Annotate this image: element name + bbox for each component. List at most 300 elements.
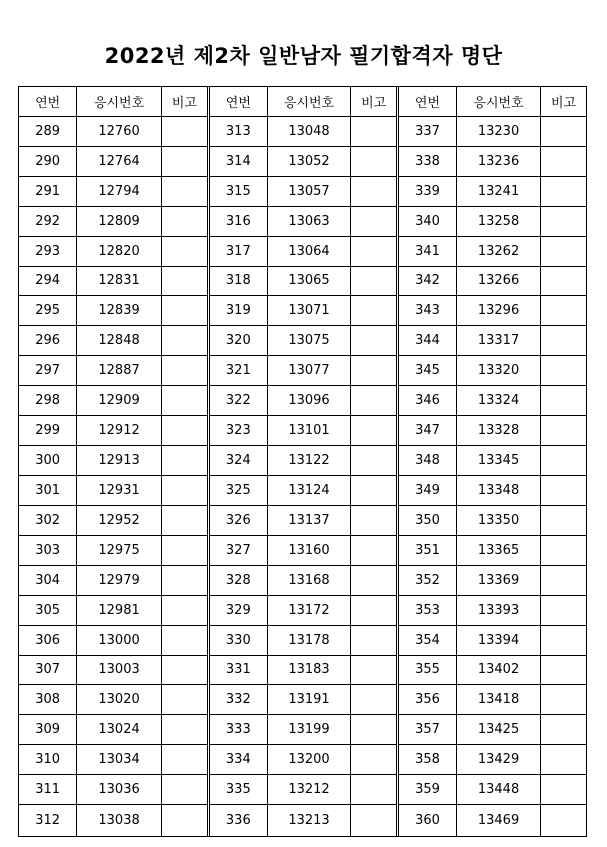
note-cell (162, 446, 207, 475)
table-row (399, 446, 586, 476)
exam-number-cell: 13258 (457, 207, 541, 236)
seq-cell: 307 (19, 656, 77, 685)
table-row (210, 356, 396, 386)
seq-cell: 320 (210, 326, 268, 355)
seq-cell: 327 (210, 536, 268, 565)
exam-number-cell: 13096 (268, 386, 352, 415)
table-row (210, 147, 396, 177)
seq-cell: 323 (210, 416, 268, 445)
note-cell (162, 536, 207, 565)
exam-number-cell: 13213 (268, 805, 352, 836)
seq-cell: 293 (19, 237, 77, 266)
seq-cell: 325 (210, 476, 268, 505)
table-column-group (19, 87, 207, 836)
table-row (19, 745, 207, 775)
seq-cell: 316 (210, 207, 268, 236)
exam-number-cell: 13057 (268, 177, 352, 206)
note-cell (162, 237, 207, 266)
exam-number-cell: 13402 (457, 656, 541, 685)
table-row (210, 536, 396, 566)
seq-cell: 292 (19, 207, 77, 236)
table-row (19, 685, 207, 715)
table-row (399, 566, 586, 596)
note-cell (541, 237, 586, 266)
note-cell (351, 596, 396, 625)
note-cell (351, 177, 396, 206)
header-exam-number: 응시번호 (77, 87, 162, 116)
exam-number-cell: 13200 (268, 745, 352, 774)
exam-number-cell: 13317 (457, 326, 541, 355)
note-cell (351, 356, 396, 385)
table-row (399, 267, 586, 297)
exam-number-cell: 12848 (77, 326, 162, 355)
table-row (399, 177, 586, 207)
seq-cell: 305 (19, 596, 77, 625)
exam-number-cell: 13064 (268, 237, 352, 266)
table-row (19, 117, 207, 147)
exam-number-cell: 13048 (268, 117, 352, 146)
table-row (399, 626, 586, 656)
note-cell (541, 536, 586, 565)
exam-number-cell: 13425 (457, 715, 541, 744)
note-cell (541, 566, 586, 595)
table-column-group (396, 87, 586, 836)
seq-cell: 314 (210, 147, 268, 176)
seq-cell: 306 (19, 626, 77, 655)
table-row (210, 326, 396, 356)
note-cell (162, 147, 207, 176)
exam-number-cell: 13348 (457, 476, 541, 505)
exam-number-cell: 12909 (77, 386, 162, 415)
table-row (399, 356, 586, 386)
seq-cell: 359 (399, 775, 457, 804)
exam-number-cell: 13101 (268, 416, 352, 445)
exam-number-cell: 13393 (457, 596, 541, 625)
table-row (210, 117, 396, 147)
seq-cell: 341 (399, 237, 457, 266)
exam-number-cell: 13168 (268, 566, 352, 595)
table-header-row (19, 87, 207, 117)
exam-number-cell: 12913 (77, 446, 162, 475)
note-cell (162, 356, 207, 385)
seq-cell: 338 (399, 147, 457, 176)
table-header-row (399, 87, 586, 117)
seq-cell: 311 (19, 775, 77, 804)
exam-number-cell: 12952 (77, 506, 162, 535)
seq-cell: 326 (210, 506, 268, 535)
table-row (19, 476, 207, 506)
seq-cell: 356 (399, 685, 457, 714)
table-row (19, 805, 207, 836)
table-row (19, 296, 207, 326)
exam-number-cell: 13036 (77, 775, 162, 804)
exam-number-cell: 13034 (77, 745, 162, 774)
note-cell (541, 386, 586, 415)
seq-cell: 342 (399, 267, 457, 296)
exam-number-cell: 13429 (457, 745, 541, 774)
note-cell (351, 117, 396, 146)
note-cell (351, 386, 396, 415)
table-header-row (210, 87, 396, 117)
exam-number-cell: 13448 (457, 775, 541, 804)
note-cell (541, 147, 586, 176)
seq-cell: 353 (399, 596, 457, 625)
table-row (19, 566, 207, 596)
seq-cell: 295 (19, 296, 77, 325)
seq-cell: 345 (399, 356, 457, 385)
table-row (399, 506, 586, 536)
exam-number-cell: 13065 (268, 267, 352, 296)
exam-number-cell: 13075 (268, 326, 352, 355)
seq-cell: 351 (399, 536, 457, 565)
seq-cell: 290 (19, 147, 77, 176)
exam-number-cell: 13160 (268, 536, 352, 565)
table-row (210, 626, 396, 656)
seq-cell: 348 (399, 446, 457, 475)
exam-number-cell: 13052 (268, 147, 352, 176)
table-row (210, 446, 396, 476)
seq-cell: 308 (19, 685, 77, 714)
seq-cell: 303 (19, 536, 77, 565)
note-cell (162, 656, 207, 685)
table-row (210, 715, 396, 745)
exam-number-cell: 13262 (457, 237, 541, 266)
header-note: 비고 (361, 95, 387, 111)
note-cell (541, 656, 586, 685)
seq-cell: 313 (210, 117, 268, 146)
seq-cell: 289 (19, 117, 77, 146)
note-cell (351, 626, 396, 655)
seq-cell: 321 (210, 356, 268, 385)
seq-cell: 335 (210, 775, 268, 804)
page-title: 2022년 제2차 일반남자 필기합격자 명단 (104, 44, 503, 68)
note-cell (162, 296, 207, 325)
table-column-group (207, 87, 396, 836)
note-cell (162, 117, 207, 146)
note-cell (541, 476, 586, 505)
exam-number-cell: 13212 (268, 775, 352, 804)
table-row (210, 656, 396, 686)
table-row (210, 177, 396, 207)
header-note: 비고 (550, 95, 577, 111)
seq-cell: 304 (19, 566, 77, 595)
exam-number-cell: 13003 (77, 656, 162, 685)
table-row (19, 446, 207, 476)
note-cell (162, 685, 207, 714)
exam-number-cell: 13191 (268, 685, 352, 714)
header-exam-number: 응시번호 (268, 87, 352, 116)
exam-number-cell: 13328 (457, 416, 541, 445)
seq-cell: 324 (210, 446, 268, 475)
seq-cell: 310 (19, 745, 77, 774)
table-row (210, 386, 396, 416)
note-cell (351, 536, 396, 565)
seq-cell: 349 (399, 476, 457, 505)
table-row (19, 775, 207, 805)
table-row (399, 745, 586, 775)
note-cell (541, 775, 586, 804)
note-cell (541, 117, 586, 146)
table-row (399, 386, 586, 416)
exam-number-cell: 12839 (77, 296, 162, 325)
exam-number-cell: 13024 (77, 715, 162, 744)
table-row (399, 476, 586, 506)
exam-number-cell: 13000 (77, 626, 162, 655)
exam-number-cell: 13266 (457, 267, 541, 296)
seq-cell: 360 (399, 805, 457, 836)
exam-number-cell: 13172 (268, 596, 352, 625)
table-row (210, 775, 396, 805)
exam-number-cell: 12794 (77, 177, 162, 206)
seq-cell: 296 (19, 326, 77, 355)
exam-number-cell: 13038 (77, 805, 162, 836)
table-row (19, 715, 207, 745)
seq-cell: 291 (19, 177, 77, 206)
note-cell (541, 177, 586, 206)
seq-cell: 302 (19, 506, 77, 535)
seq-cell: 315 (210, 177, 268, 206)
note-cell (351, 267, 396, 296)
header-seq: 연번 (19, 87, 77, 116)
note-cell (541, 267, 586, 296)
note-cell (541, 326, 586, 355)
exam-number-cell: 13071 (268, 296, 352, 325)
table-row (399, 775, 586, 805)
exam-number-cell: 13077 (268, 356, 352, 385)
table-row (19, 147, 207, 177)
note-cell (351, 237, 396, 266)
note-cell (351, 566, 396, 595)
note-cell (162, 715, 207, 744)
exam-number-cell: 13020 (77, 685, 162, 714)
exam-number-cell: 13365 (457, 536, 541, 565)
exam-number-cell: 12975 (77, 536, 162, 565)
table-row (19, 386, 207, 416)
seq-cell: 337 (399, 117, 457, 146)
exam-number-cell: 13241 (457, 177, 541, 206)
seq-cell: 336 (210, 805, 268, 836)
table-row (399, 147, 586, 177)
exam-number-cell: 13345 (457, 446, 541, 475)
seq-cell: 334 (210, 745, 268, 774)
table-row (399, 117, 586, 147)
table-row (210, 296, 396, 326)
seq-cell: 340 (399, 207, 457, 236)
note-cell (162, 596, 207, 625)
note-cell (351, 805, 396, 836)
table-row (19, 626, 207, 656)
note-cell (351, 775, 396, 804)
seq-cell: 350 (399, 506, 457, 535)
table-row (210, 745, 396, 775)
table-row (399, 416, 586, 446)
table-row (399, 685, 586, 715)
seq-cell: 330 (210, 626, 268, 655)
exam-number-cell: 13063 (268, 207, 352, 236)
note-cell (351, 326, 396, 355)
seq-cell: 354 (399, 626, 457, 655)
note-cell (351, 506, 396, 535)
exam-number-cell: 13296 (457, 296, 541, 325)
header-note: 비고 (171, 95, 197, 111)
table-row (399, 715, 586, 745)
table-row (399, 296, 586, 326)
seq-cell: 355 (399, 656, 457, 685)
table-row (19, 177, 207, 207)
note-cell (351, 446, 396, 475)
note-cell (541, 506, 586, 535)
seq-cell: 343 (399, 296, 457, 325)
note-cell (541, 626, 586, 655)
table-row (19, 356, 207, 386)
note-cell (162, 416, 207, 445)
table-row (19, 326, 207, 356)
table-row (399, 207, 586, 237)
table-row (19, 506, 207, 536)
note-cell (162, 207, 207, 236)
exam-number-cell: 13124 (268, 476, 352, 505)
note-cell (541, 207, 586, 236)
table-row (399, 536, 586, 566)
table-row (19, 596, 207, 626)
seq-cell: 329 (210, 596, 268, 625)
note-cell (541, 715, 586, 744)
table-row (210, 805, 396, 836)
note-cell (541, 805, 586, 836)
table-row (210, 685, 396, 715)
header-seq: 연번 (399, 87, 457, 116)
seq-cell: 322 (210, 386, 268, 415)
note-cell (351, 296, 396, 325)
exam-number-cell: 13122 (268, 446, 352, 475)
note-cell (162, 326, 207, 355)
seq-cell: 294 (19, 267, 77, 296)
table-row (210, 596, 396, 626)
seq-cell: 333 (210, 715, 268, 744)
note-cell (351, 416, 396, 445)
seq-cell: 309 (19, 715, 77, 744)
seq-cell: 332 (210, 685, 268, 714)
table-row (210, 566, 396, 596)
table-row (399, 805, 586, 836)
note-cell (541, 446, 586, 475)
table-row (399, 326, 586, 356)
note-cell (351, 476, 396, 505)
note-cell (162, 775, 207, 804)
exam-number-cell: 12912 (77, 416, 162, 445)
note-cell (351, 656, 396, 685)
note-cell (162, 506, 207, 535)
note-cell (162, 177, 207, 206)
table-row (210, 237, 396, 267)
seq-cell: 317 (210, 237, 268, 266)
exam-number-cell: 13320 (457, 356, 541, 385)
exam-number-cell: 12831 (77, 267, 162, 296)
seq-cell: 298 (19, 386, 77, 415)
seq-cell: 328 (210, 566, 268, 595)
note-cell (541, 745, 586, 774)
exam-number-cell: 13199 (268, 715, 352, 744)
table-row (19, 416, 207, 446)
note-cell (162, 745, 207, 774)
note-cell (162, 626, 207, 655)
exam-number-cell: 12981 (77, 596, 162, 625)
seq-cell: 312 (19, 805, 77, 836)
table-row (399, 237, 586, 267)
seq-cell: 344 (399, 326, 457, 355)
note-cell (162, 805, 207, 836)
table-row (210, 207, 396, 237)
results-table (18, 86, 587, 837)
table-row (210, 267, 396, 297)
note-cell (162, 267, 207, 296)
table-row (19, 267, 207, 297)
seq-cell: 319 (210, 296, 268, 325)
seq-cell: 346 (399, 386, 457, 415)
exam-number-cell: 12887 (77, 356, 162, 385)
note-cell (351, 745, 396, 774)
seq-cell: 339 (399, 177, 457, 206)
table-row (399, 596, 586, 626)
note-cell (541, 296, 586, 325)
exam-number-cell: 12820 (77, 237, 162, 266)
note-cell (351, 715, 396, 744)
exam-number-cell: 13230 (457, 117, 541, 146)
exam-number-cell: 12760 (77, 117, 162, 146)
header-exam-number: 응시번호 (457, 87, 541, 116)
header-seq: 연번 (210, 87, 268, 116)
table-row (19, 207, 207, 237)
note-cell (541, 596, 586, 625)
note-cell (351, 685, 396, 714)
note-cell (351, 207, 396, 236)
table-row (19, 536, 207, 566)
table-row (210, 506, 396, 536)
table-row (19, 656, 207, 686)
exam-number-cell: 12764 (77, 147, 162, 176)
exam-number-cell: 12979 (77, 566, 162, 595)
exam-number-cell: 13178 (268, 626, 352, 655)
exam-number-cell: 13183 (268, 656, 352, 685)
exam-number-cell: 12931 (77, 476, 162, 505)
exam-number-cell: 13137 (268, 506, 352, 535)
exam-number-cell: 13469 (457, 805, 541, 836)
exam-number-cell: 13236 (457, 147, 541, 176)
note-cell (351, 147, 396, 176)
seq-cell: 357 (399, 715, 457, 744)
exam-number-cell: 12809 (77, 207, 162, 236)
seq-cell: 318 (210, 267, 268, 296)
seq-cell: 331 (210, 656, 268, 685)
note-cell (541, 416, 586, 445)
exam-number-cell: 13350 (457, 506, 541, 535)
table-row (210, 476, 396, 506)
table-row (210, 416, 396, 446)
seq-cell: 358 (399, 745, 457, 774)
note-cell (162, 566, 207, 595)
seq-cell: 300 (19, 446, 77, 475)
note-cell (541, 685, 586, 714)
seq-cell: 347 (399, 416, 457, 445)
seq-cell: 301 (19, 476, 77, 505)
note-cell (162, 476, 207, 505)
exam-number-cell: 13394 (457, 626, 541, 655)
exam-number-cell: 13369 (457, 566, 541, 595)
seq-cell: 352 (399, 566, 457, 595)
seq-cell: 299 (19, 416, 77, 445)
table-row (399, 656, 586, 686)
table-row (19, 237, 207, 267)
